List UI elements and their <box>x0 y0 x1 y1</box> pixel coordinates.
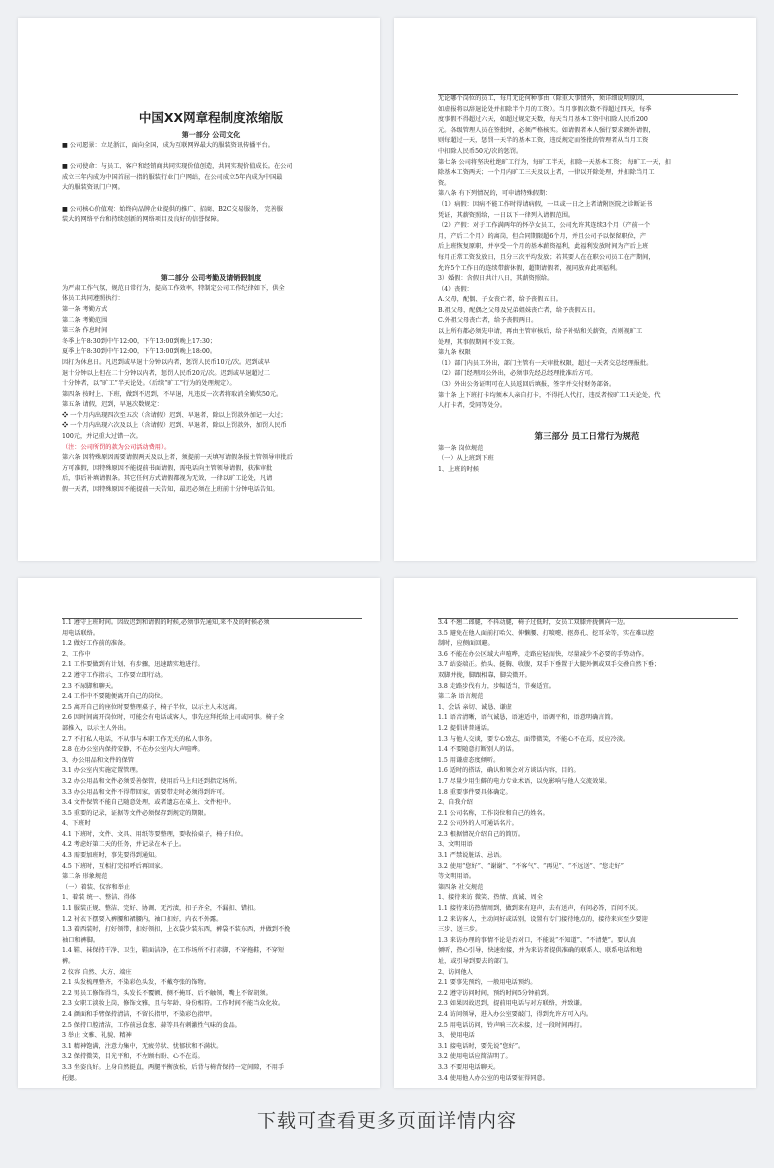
text-line: 2.8 在办公室内保持安静，不在办公室内大声喧哗。 <box>62 746 204 754</box>
text-line: 3.2 使用电话应简洁明了。 <box>438 1053 512 1061</box>
text-line: 制时，应侧面回避。 <box>438 640 494 648</box>
text-line: 2.1 工作要做到有计划、有步骤，迅速踏实地进行。 <box>62 661 204 669</box>
text-line: 2.2 遵守访问时间，预约时间5分钟前到。 <box>438 989 553 997</box>
text-line: 2、访问他人 <box>438 968 473 976</box>
text-line: B.祖父母，配偶之父母及兄弟姐妹丧亡者，给予丧假五日。 <box>438 306 600 314</box>
attendance-section-tail <box>62 453 360 495</box>
text-line: 第五条 请假，迟到，早退次数规定： <box>62 401 163 409</box>
text-line: 1.3 来访办理的事情不论是否对口，不能说“不知道”、“不清楚”。要认真 <box>438 936 636 944</box>
document-page-1 <box>18 18 380 561</box>
text-line: 度事假不得超过六天，如超过规定天数，每天当月基本工资中扣除人民币200 <box>438 116 648 124</box>
text-line: ❖ 一个月内出现四次至五次（含请假）迟到、早退者，除以上罚款外加记一大过； <box>62 411 287 419</box>
text-line: 4.5 下班时，互相打完招呼后再回家。 <box>62 862 167 870</box>
text-line: 址，或引导到要去的部门。 <box>438 958 513 965</box>
text-line: 1.1 遵守上班时间。因故迟到和请假的时候,必须事先通知,来不及的时候必须 <box>62 619 270 626</box>
text-line: 1.1 服装正规、整洁、完好、协调、无污渍，扣子齐全，不漏扣、错扣。 <box>62 905 260 913</box>
text-line: 第七条 公司将坚决杜绝旷工行为，每旷工半天，扣除一天基本工资； 每旷工一天，扣 <box>438 158 671 166</box>
text-line: 3.7 站姿端正。抬头、挺胸、收腹，双手下垂置于大腿外侧或双手交叠自然下垂； <box>438 661 661 669</box>
text-line: 1.2 来访客人，主动问好或话别，设置有专门接待地点的，接待来宾至少要迎 <box>438 915 648 923</box>
text-line: 3.3 办公用品和文件不得带回家，需要带走时必须得到许可。 <box>62 788 229 796</box>
text-line: 3、文明用语 <box>438 841 473 849</box>
text-line: 后上班恢复原职，并享受一个月的基本薪资福利，此福利发放时间为产后上班 <box>438 243 649 251</box>
text-line: 2.5 离开自己的座位时要整理桌子，椅子半位，以示主人未远离。 <box>62 703 241 711</box>
page-3-content <box>62 618 360 1084</box>
text-line: 2.3 根据情况介绍自己的简历。 <box>438 830 525 838</box>
text-line: 3.1 精神饱满，注意力集中，无疲劳状、忧郁状和不满状。 <box>62 1042 223 1050</box>
text-line: 人打卡者，受同等处分。 <box>438 402 507 410</box>
text-line: 处理，其事假期间不发工资。 <box>438 338 519 346</box>
page-2-content <box>438 94 736 476</box>
text-line: 2.6 因时间离开岗位时，可能会有电话或客人，事先应拜托给上司或同事。椅子全 <box>62 714 285 722</box>
text-line: 1.1 语音清晰，语气诚恳，语速适中，语调平和，语意明确言简。 <box>438 714 617 722</box>
text-line: 元。各级管理人员在签批时，必须严格核实。如请假者本人强行要求额外请假， <box>438 126 655 134</box>
text-line: 3.1 严禁说脏话、忌语。 <box>438 852 506 860</box>
text-line <box>62 194 360 205</box>
text-line: 第二条 考勤范围 <box>62 316 108 324</box>
text-line: 3.3 不要用电话聊天。 <box>438 1063 500 1071</box>
text-line: 退十分钟以上但在二十分钟以内者，惩罚人民币20元/次。迟到或早退超过二 <box>62 369 270 377</box>
text-line: 体员工共同遵照执行： <box>62 295 124 303</box>
text-line: 1.2 提倡讲普通话。 <box>438 724 494 732</box>
conduct-section-start <box>438 444 736 476</box>
page-1-content <box>62 110 360 496</box>
text-line: 3.2 办公用品和文件必须妥善保管，使用后马上归还到指定场所。 <box>62 777 241 785</box>
leave-section <box>438 94 736 412</box>
text-line: 第二条 形象规范 <box>62 873 108 881</box>
text-line: （3）外出公务证明可在人员返回后填报，签字并交付财务部备。 <box>438 381 616 389</box>
text-line: 第三条 作息时间 <box>62 327 108 335</box>
text-line: 第二条 语言规范 <box>438 693 484 701</box>
text-line: 假一天者，因特殊原因不能提前一天告知，最迟必须在上班前十分钟电话告知。 <box>62 486 279 494</box>
text-line: 用电话联络。 <box>62 629 100 637</box>
attendance-section <box>62 284 360 443</box>
text-line: 2.2 男员工修饰得当，头发长不覆额、侧不掩耳、后不触领，嘴上不留胡须。 <box>62 989 272 997</box>
text-line: 4.3 需要加班时，事先要得到通知。 <box>62 852 161 860</box>
text-line: ■ 公司愿景：立足浙江，面向全国，成为互联网界最大的服装资讯传播平台。 <box>62 142 274 149</box>
text-line: C.外祖父母丧亡者，给予丧假两日。 <box>438 317 538 325</box>
text-line: 等文明用语。 <box>438 873 476 881</box>
text-line: 1、会话 亲切、诚恳、谦虚 <box>438 703 512 711</box>
text-line: 第四条 按时上、下班，做到不迟到，不早退，凡违反一次者将取消全勤奖50元。 <box>62 390 283 398</box>
text-line: （一）从上班到下班 <box>438 455 494 463</box>
text-line: 4.1 下班时，文件、文具、用纸等要整理，要收拾桌子，椅子归位。 <box>62 830 248 838</box>
text-line: （1）病假：因病不能工作时得请病假，一旦或一日之上者请附医院之诊断证书 <box>438 200 653 208</box>
text-line: 3.1 接电话时，要先说“您好”。 <box>438 1042 525 1050</box>
text-line: 1、上班的时候 <box>438 466 480 473</box>
text-line: 第九条 权限 <box>438 349 471 357</box>
text-line: 3.5 避免在他人面前打哈欠、伸懒腰、打喷嚏、抠鼻孔、挖耳朵等，实在难以控 <box>438 629 654 637</box>
text-line: 第四条 社交规范 <box>438 883 484 891</box>
download-hint: 下载可查看更多页面详情内容 <box>256 1110 517 1132</box>
text-line: 2.2 公司外的人可通话名片。 <box>438 820 518 828</box>
text-line: 每月正常工资发放日，且分三次平均发放；若其要人在在职公司员工在产期间， <box>438 253 655 261</box>
text-line: 双脚并拢，脚跟相靠，脚尖微开。 <box>438 671 531 679</box>
text-line: 凭证，其薪资照给，一日以下一律列入请假范围。 <box>438 211 575 219</box>
text-line: 2.3 不尿脚和聊天。 <box>62 682 118 690</box>
text-line: 以上所有都必须先申请，再由主管审核后，给予补贴和关薪资，否则视旷工 <box>438 328 643 336</box>
text-line: 3.2 保持微笑，目光平和，不左顾右盼、心不在焉。 <box>62 1053 204 1061</box>
text-line: 3）婚假：含假日共计八日，其薪资照给。 <box>438 275 554 283</box>
text-line: 十分钟者，以“旷工”半天论处。（后续“旷工”行为的处理规定）。 <box>62 380 236 388</box>
text-line: 资。 <box>438 179 451 187</box>
text-line: 3.4 使用他人办公室的电话要征得同意。 <box>438 1074 549 1082</box>
text-line: 1.3 着西装时，打好领带，扣好领扣，上衣袋少装东西，裤袋不装东西，并做到不挽 <box>62 926 291 934</box>
text-line: 2.1 公司名称，工作岗位和自己的姓名。 <box>438 809 549 817</box>
part3-heading: 第三部分 员工日常行为规范 <box>534 431 640 442</box>
document-page-2 <box>394 18 756 561</box>
text-line: 如虚报将以辞退论处并扣除半个月的工资）。当月事假次数不得超过四天，每季 <box>438 105 652 113</box>
text-line: 2.2 遵守工作指示，工作要立即行动。 <box>62 671 167 679</box>
text-line: 1.2 衬衣下摆要入裤腰和裙腰内，袖口扣好，内衣不外露。 <box>62 915 223 923</box>
text-line: 4、下班时 <box>62 820 91 828</box>
page-4-content <box>438 618 736 1084</box>
text-line: 方可准假，因特殊原因不能提前书面请假，需电话向主管领导请假，获准审批 <box>62 464 273 472</box>
text-line: 三步、送三步。 <box>438 926 482 934</box>
text-line: 2.3 女职工淡妆上岗，修饰文雅，且与年龄、身份相符。工作时间不能当众化妆。 <box>62 1000 285 1008</box>
text-line: ❖ 一个月内出现六次及以上（含请假）迟到、早退者，除以上罚款外，加罚人民币 <box>62 422 287 430</box>
text-line: 1.3 与他人交谈，要专心致志，面带微笑，不能心不在焉，反应冷淡。 <box>438 735 630 743</box>
text-line: 托腮。 <box>62 1074 81 1082</box>
text-line: 2、自我介绍 <box>438 799 473 807</box>
text-line: 2 仪容 自然、大方、端庄 <box>62 968 132 976</box>
text-line: 无论哪个岗位的员工，每月无论何种事由（除重大事情外，须详细说明原因， <box>438 95 649 102</box>
text-line: 1.6 适时的搭话，确认和领会对方谈话内容，目的。 <box>438 767 580 775</box>
text-line: 倾听，热心引导，快速衔接，并为来访者提供准确的联系人、联系电话和地 <box>438 947 643 955</box>
text-line: 成立三年内成为中国首屈一指的服装行业门户网站，在公司成立5年内成为中国最 <box>62 173 283 181</box>
text-line: 冬季上午8:30到中午12:00，下午13:00到晚上17:30； <box>62 337 217 345</box>
text-line: 2.1 头发梳理整齐，不染彩色头发，不戴夸张的饰物。 <box>62 979 210 987</box>
text-line: 夏季上午8:30到中午12:00，下午13:00到晚上18:00。 <box>62 348 217 356</box>
text-line: （一）着装、仪容和举止 <box>62 883 131 891</box>
text-line: 4.2 考虑好第二天的任务，并记录在本子上。 <box>62 841 186 849</box>
culture-section <box>62 141 360 226</box>
text-line: 月，产后二个月）的离岗，但合同期限超6个月，并且公司予以保留职位，产 <box>438 232 647 240</box>
text-line <box>62 152 360 163</box>
text-line: （1）部门内员工外出，部门主管有一天审批权限，超过一天者交总经理报批。 <box>438 359 653 367</box>
text-line: 3、办公用品和文件的保管 <box>62 756 134 764</box>
text-line: 部推入，以示主人外出。 <box>62 724 131 732</box>
text-line: （4）丧假： <box>438 285 473 293</box>
text-line: 允许5个工作日的连续带薪休假，超期请假者，视同放弃此项福利。 <box>438 264 622 272</box>
text-line: 后，事后补填请假条。其它任何方式请假都视为无效，一律以旷工论处，凡请 <box>62 475 273 483</box>
text-line: 3.5 重要的记录，证据等文件必须保存到规定的期限。 <box>62 809 210 817</box>
text-line: 2.4 工作中不要随便离开自己的岗位。 <box>62 693 167 701</box>
text-line: 除基本工资两天；一个月内旷工三天及以上者，一律以开除处理，并扣除当月工 <box>438 169 655 177</box>
part2-heading: 第二部分 公司考勤及请销假制度 <box>160 273 262 282</box>
text-line: 2.5 保持口腔清洁，工作前忌食葱、蒜等具有刺激性气味的食品。 <box>62 1021 241 1029</box>
text-line: ■ 公司核心价值观：始终向品牌企业提供的推广、招商、B2C交易服务， 完善服 <box>62 205 283 213</box>
text-line: 3、 使用电话 <box>438 1032 475 1040</box>
text-line: 则每超过一天，惩罚一天半的基本工资，违反规定而签批的管理者从当月工资 <box>438 137 649 145</box>
text-line: 2.4 颜面和手臂保持清洁，不留长指甲，不染彩色指甲。 <box>62 1010 217 1018</box>
text-line: 大的服装资讯门户网。 <box>62 184 124 192</box>
text-line: 第八条 有下列情况的，可申请特殊假期： <box>438 190 552 198</box>
text-line: 2.4 访问领导，进入办公室要敲门，得到允许方可入内。 <box>438 1010 593 1018</box>
text-line: 1.4 不要随意打断别人的话。 <box>438 746 518 754</box>
document-title: 中国XX网章程制度浓缩版 <box>138 110 284 125</box>
text-line: 1.5 用谦虚态度倾听。 <box>438 756 500 764</box>
attendance-note: （注：公司所罚的款为公司活动费用）。 <box>62 443 171 451</box>
text-line: 1.8 重要事件要具体确定。 <box>438 788 512 796</box>
text-line: 第十条 上下班打卡均须本人亲自打卡，不得托人代打，违反者按旷工1天论处，代 <box>438 391 661 399</box>
text-line: 3.4 文件保管不能自己随意处理，或者遗忘在桌上、文件柜中。 <box>62 799 235 807</box>
text-line: 1、着装 统一、整洁、得体 <box>62 894 136 902</box>
text-line: 中扣除人民币50元/次的惩罚。 <box>438 147 523 155</box>
text-line: 第一条 考勤方式 <box>62 305 108 313</box>
text-line: 3.4 不翘二郎腿，不抖动腿，椅子过低时，女员工双膝并拢侧向一边。 <box>438 619 630 626</box>
text-line: 3.2 使用“您好”、“谢谢”、“不客气”、“再见”、“不远送”、“您走好” <box>438 862 624 870</box>
text-line: 裤。 <box>62 958 75 965</box>
text-line: 3 举止 文雅、礼貌、精神 <box>62 1032 132 1040</box>
text-line: 1.7 尽量少用生僻的电力专业术语，以免影响与他人交流效果。 <box>438 777 611 785</box>
text-line: 第一条 岗位规范 <box>438 444 484 452</box>
text-line: 1、接待来访 微笑、热情、真诚、周全 <box>438 894 543 902</box>
text-line: 1.4 鞋、袜保持干净、卫生，鞋面洁净，在工作场所不打赤脚，不穿拖鞋，不穿短 <box>62 947 285 955</box>
document-page-4 <box>394 578 756 1088</box>
text-line: 第六条 因特殊原因需要请假两天及以上者，须提前一天填写请假条报主管领导审批后 <box>62 454 293 462</box>
text-line: 3.8 走路步伐有力，步幅适当，节奏适宜。 <box>438 682 555 690</box>
text-line: 2、工作中 <box>62 650 91 658</box>
text-line: 1.2 做好工作前的准备。 <box>62 640 130 648</box>
text-line: 袖口和裤脚。 <box>62 936 100 944</box>
text-line: 装大的网络平台和持续创新的网络项目及良好的信誉保障。 <box>62 216 223 224</box>
text-line: 3.3 坐姿良好。上身自然挺直，两腿平衡放松，后背与椅背保持一定间隙，不用手 <box>62 1063 285 1071</box>
text-line: 2.1 要事先预约，一般用电话预约。 <box>438 979 537 987</box>
text-line: 1.1 接待来访热情周到，做到来有迎声，去有送声，有问必答，百问不厌。 <box>438 905 642 913</box>
text-line: 100元，并记重大过错一次。 <box>62 433 142 441</box>
text-line: A.父母，配偶、子女丧亡者，给予丧假五日。 <box>438 296 562 304</box>
text-line: 2.5 用电话访问，铃声响三次未接，过一段时间再打。 <box>438 1021 586 1029</box>
part1-heading: 第一部分 公司文化 <box>181 131 241 139</box>
text-line: 2.3 如果因故迟到，提前用电话与对方联络，并致谦。 <box>438 1000 586 1008</box>
text-line: （2）部门经理因公外出，必须事先经总经理批准后方可。 <box>438 370 597 378</box>
text-line: ■ 公司使命：与员工、客户和经销商共同实现价值创造，共同实现价值成长。在公司 <box>62 163 293 171</box>
text-line: 3.6 不能在办公区域大声喧哗，走路应轻而快，尽量减少不必要的手势动作。 <box>438 650 648 658</box>
text-line: 2.7 不打私人电话，不从事与本职工作无关的私人事务。 <box>62 735 217 743</box>
text-line: 3.1 办公室内实施定置管理。 <box>62 767 142 775</box>
text-line: 为严肃工作气氛，规范日常行为，提高工作效率，特制定公司工作纪律如下，供全 <box>62 284 285 292</box>
document-page-3 <box>18 578 380 1088</box>
text-line: （2）产假：对于工作满两年的怀孕女员工，公司允许其连续3个月（产前一个 <box>438 222 651 230</box>
text-line: 因打为休息日。凡迟到或早退十分钟以内者，惩罚人民币10元/次。迟到或早 <box>62 358 270 366</box>
